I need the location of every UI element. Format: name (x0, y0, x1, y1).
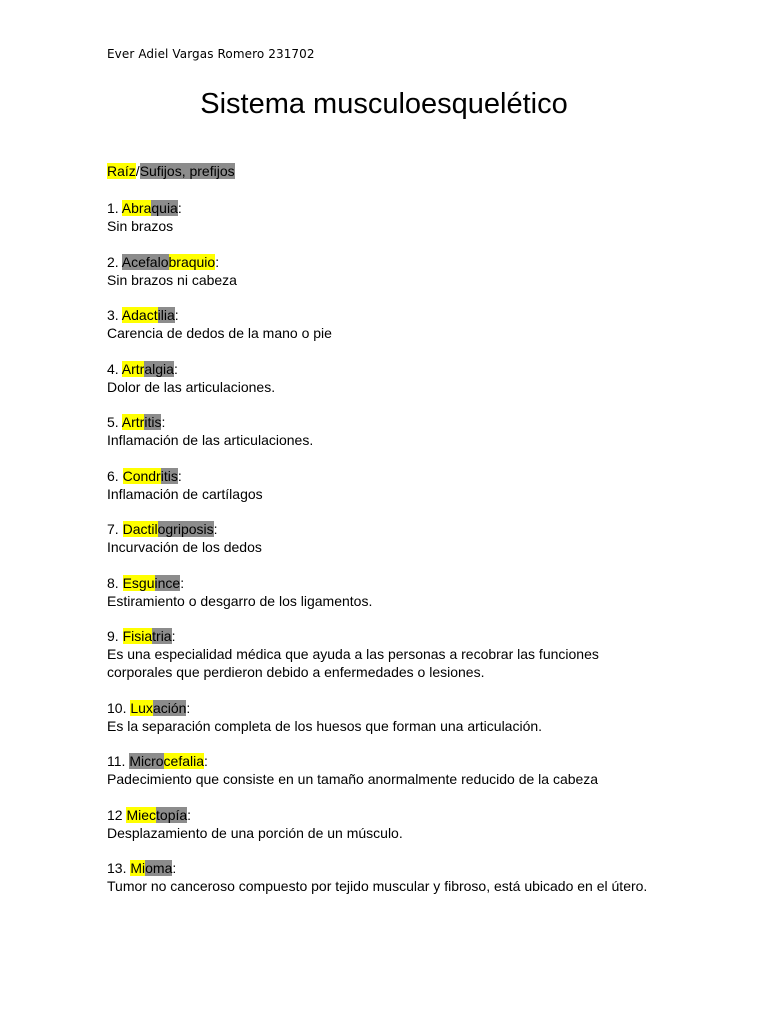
list-item (107, 413, 667, 449)
term-colon: : (173, 360, 178, 377)
term-number: 9. (107, 628, 123, 644)
term-root: Fisia (122, 628, 153, 644)
term-definition: Incurvación de los dedos (107, 539, 262, 555)
term-number: 8. (107, 574, 123, 591)
term-definition: Es una especialidad médica que ayuda a las personas a recobrar las funciones corporales que perdieron debido a enfermedades o lesiones. (107, 646, 599, 680)
list-item (107, 199, 667, 235)
term-affix: topía (156, 806, 188, 823)
term-affix: itis (144, 414, 162, 430)
term-definition: Dolor de las articulaciones. (107, 378, 276, 395)
term-number: 12 (107, 806, 127, 823)
term-root: braquio (168, 253, 216, 270)
term-definition: Inflamación de las articulaciones. (107, 432, 314, 448)
term-definition: Inflamación de cartílagos (107, 485, 263, 502)
term-root: Esgu (122, 574, 155, 591)
term-affix: ilia (157, 307, 175, 323)
legend-root: Raíz (107, 163, 136, 179)
term-colon: : (172, 860, 177, 876)
term-colon: : (186, 699, 191, 716)
term-affix: oma (145, 860, 173, 876)
term-number: 1. (107, 200, 122, 216)
highlight-legend (107, 163, 235, 180)
page-title: Sistema musculoesquelético (200, 88, 568, 120)
term-colon: : (174, 307, 179, 323)
term-affix: ogriposis (157, 521, 214, 537)
list-item (107, 859, 667, 895)
term-root: Miec (126, 806, 157, 823)
term-colon: : (161, 414, 166, 430)
term-colon: : (177, 467, 182, 484)
term-number: 7. (107, 521, 123, 537)
term-colon: : (187, 806, 192, 823)
list-item (107, 752, 667, 788)
term-root: cefalia (163, 753, 205, 769)
list-item (107, 306, 667, 342)
list-item (107, 360, 667, 396)
term-definition: Carencia de dedos de la mano o pie (107, 325, 332, 341)
list-item (107, 806, 667, 842)
term-affix: ince (154, 574, 181, 591)
term-number: 4. (107, 360, 122, 377)
list-item (107, 253, 667, 289)
term-root: Artr (121, 414, 145, 430)
term-affix: algia (144, 360, 174, 377)
term-number: 5. (107, 414, 122, 430)
term-colon: : (204, 753, 208, 769)
term-definition: Es la separación completa de los huesos que forman una articulación. (107, 717, 543, 734)
term-affix: itis (160, 467, 178, 484)
term-root: Condr (122, 467, 161, 484)
term-root: Abra (121, 200, 152, 216)
term-list (107, 199, 667, 913)
term-number: 10. (107, 699, 131, 716)
term-definition: Estiramiento o desgarro de los ligamentos. (107, 592, 373, 609)
term-root: Lux (130, 699, 153, 716)
legend-affix: Sufijos, prefijos (139, 163, 235, 179)
term-colon: : (171, 628, 176, 644)
term-number: 13. (107, 860, 131, 876)
list-item (107, 699, 667, 735)
term-colon: : (177, 200, 182, 216)
term-definition: Sin brazos ni cabeza (107, 271, 237, 288)
legend-separator: / (135, 163, 140, 179)
list-item (107, 627, 667, 681)
term-root: Artr (121, 360, 145, 377)
author-line: Ever Adiel Vargas Romero 231702 (107, 47, 315, 61)
term-definition: Padecimiento que consiste en un tamaño anormalmente reducido de la cabeza (107, 771, 599, 787)
term-affix: quia (151, 200, 178, 216)
term-definition: Desplazamiento de una porción de un músculo. (107, 824, 403, 841)
term-colon: : (213, 521, 218, 537)
term-number: 2. (107, 253, 122, 270)
term-number: 6. (107, 467, 123, 484)
term-colon: : (180, 574, 185, 591)
term-number: 11. (107, 753, 130, 769)
list-item (107, 574, 667, 610)
term-definition: Tumor no canceroso compuesto por tejido muscular y fibroso, está ubicado en el útero. (107, 878, 648, 894)
term-number: 3. (107, 307, 122, 323)
term-affix: ación (152, 699, 187, 716)
term-root: Mi (130, 860, 146, 876)
list-item (107, 467, 667, 503)
term-affix: Micro (129, 753, 164, 769)
term-affix: Acefalo (121, 253, 169, 270)
term-affix: tria (152, 628, 172, 644)
term-root: Dactil (122, 521, 158, 537)
list-item (107, 520, 667, 556)
term-colon: : (215, 253, 220, 270)
term-definition: Sin brazos (107, 218, 174, 234)
term-root: Adact (121, 307, 158, 323)
